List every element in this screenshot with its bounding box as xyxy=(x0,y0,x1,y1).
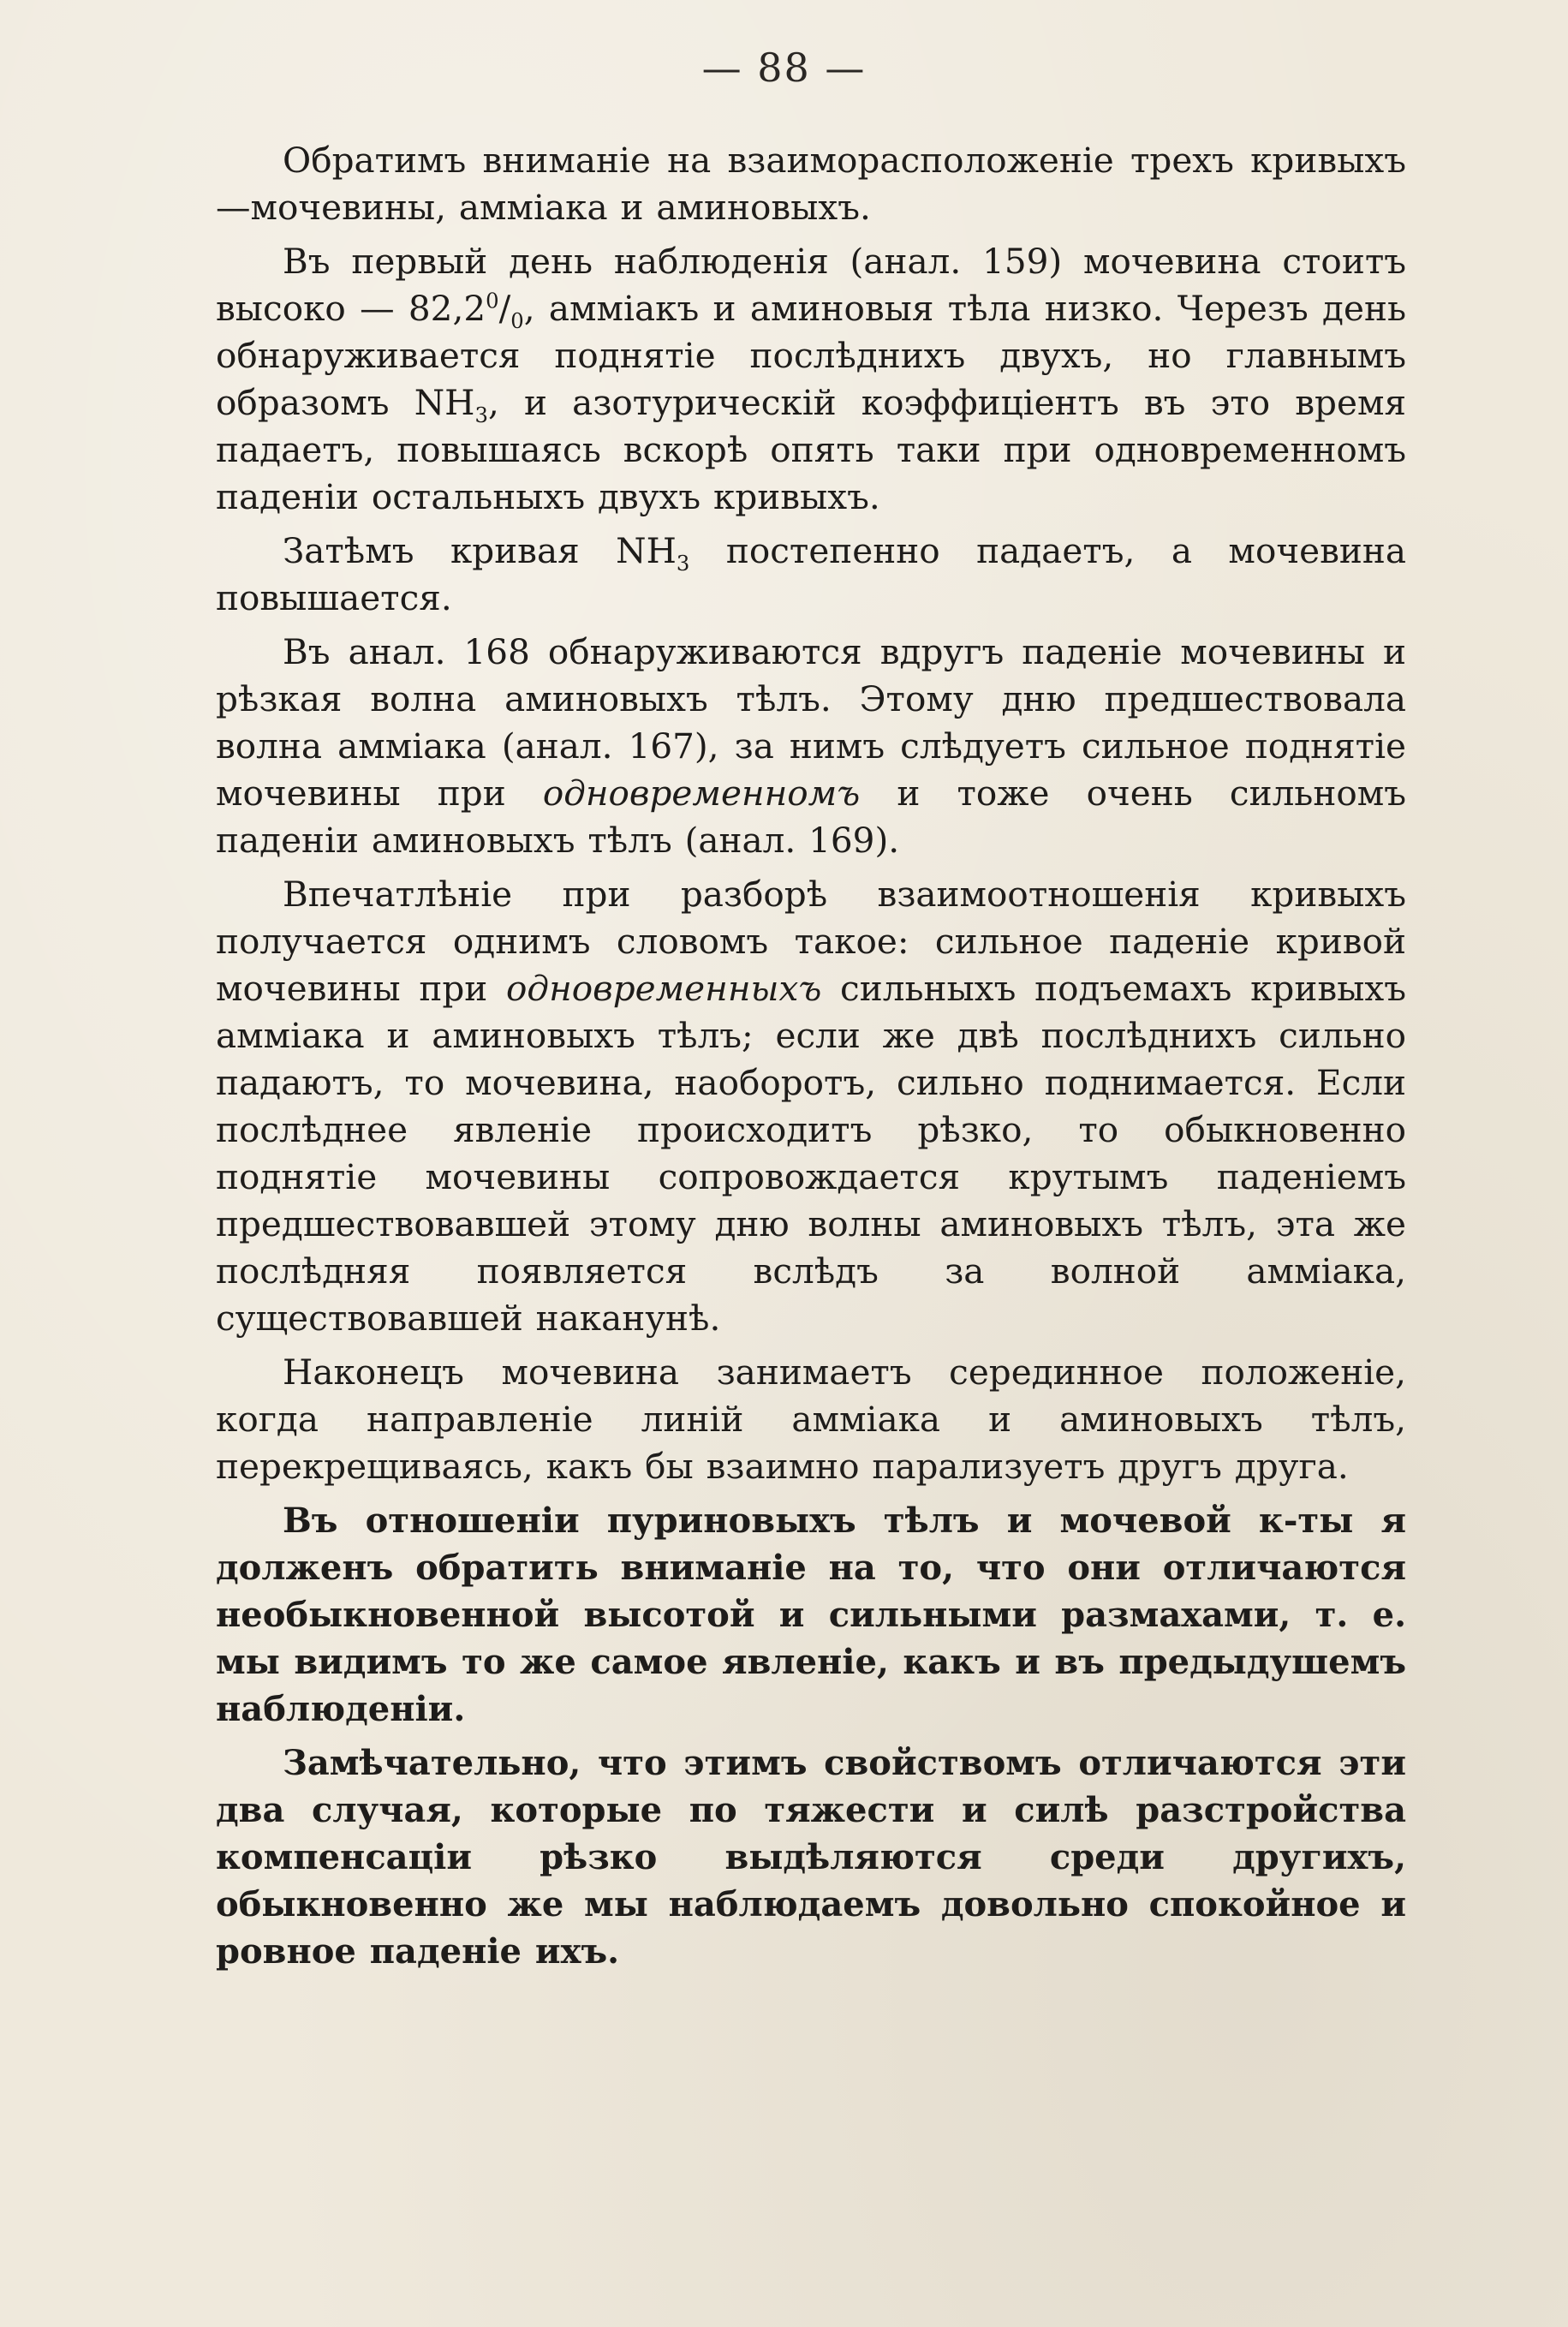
paragraph-1 xyxy=(216,137,1406,231)
paragraph-4-start: Въ анал. 168 обнаруживаются вдругъ паденіе мочевины и рѣзкая волна аминовыхъ тѣлъ. Этому дню предшествовала волна аммiака (анал. 167), за нимъ слѣдуетъ сильное поднятіе мочевины при xyxy=(216,631,1406,814)
paragraph-4-italic: одновременномъ xyxy=(542,773,861,814)
paragraph-7 xyxy=(216,1497,1406,1733)
page-number: — 88 — xyxy=(701,45,867,91)
paragraph-5-end: сильныхъ подъемахъ кривыхъ аммiака и аминовыхъ тѣлъ; если же двѣ послѣднихъ сильно падаютъ, то мочевина, наоборотъ, сильно поднимается. Если послѣднее явленіе происходитъ рѣзко, то обыкновенно поднятіе мочевины сопровождается крутымъ паденіемъ предшествовавшей этому дню волны аминовыхъ тѣлъ, эта же послѣдняя появляется вслѣдъ за волной аммiака, существовавшей наканунѣ. xyxy=(216,968,1406,1339)
paragraph-3 xyxy=(216,528,1406,622)
paragraph-4 xyxy=(216,629,1406,864)
nh3-subscript: 3 xyxy=(676,551,690,576)
body-text xyxy=(216,137,1406,1982)
permille-sub: 0 xyxy=(510,308,524,334)
paragraph-2-end: , и азотурическій коэффиціентъ въ это время падаетъ, повышаясь вскорѣ опять таки при одновременномъ паденіи остальныхъ двухъ кривыхъ. xyxy=(216,382,1406,517)
paragraph-4-end: и тоже очень сильномъ паденіи аминовыхъ тѣлъ (анал. 169). xyxy=(216,773,1406,861)
paragraph-2-middle: , аммiакъ и аминовыя тѣла низко. Черезъ день обнаруживается поднятіе послѣднихъ двухъ, но главнымъ образомъ NH xyxy=(216,288,1406,423)
paragraph-5-start: Впечатлѣніе при разборѣ взаимоотношенія кривыхъ получается однимъ словомъ такое: сильное паденіе кривой мочевины при xyxy=(216,874,1406,1009)
paragraph-3-end: постепенно падаетъ, а мочевина повышается. xyxy=(216,530,1406,618)
nh3-subscript: 3 xyxy=(474,403,488,428)
paragraph-6 xyxy=(216,1349,1406,1490)
paragraph-5-italic: одновременныхъ xyxy=(506,968,822,1009)
paragraph-2 xyxy=(216,238,1406,521)
paragraph-1-text: Обратимъ вниманіе на взаиморасположеніе трехъ кривыхъ—мочевины, аммiака и аминовыхъ. xyxy=(216,140,1406,228)
paragraph-6-text: Наконецъ мочевина занимаетъ серединное положеніе, когда направленіе линій аммiака и аминовыхъ тѣлъ, перекрещиваясь, какъ бы взаимно парализуетъ другъ друга. xyxy=(216,1351,1406,1487)
paragraph-8-text: Замѣчательно, что этимъ свойствомъ отличаются эти два случая, которые по тяжести и силѣ разстройства компенсаціи рѣзко выдѣляются среди другихъ, обыкновенно же мы наблюдаемъ довольно спокойное и ровное паденіе ихъ. xyxy=(216,1743,1406,1972)
permille-sup: 0 xyxy=(486,288,499,313)
paragraph-5 xyxy=(216,871,1406,1342)
permille-slash: / xyxy=(498,288,511,329)
paragraph-7-text: Въ отношеніи пуриновыхъ тѣлъ и мочевой к-ты я долженъ обратить вниманіе на то, что они отличаются необыкновенной высотой и сильными размахами, т. е. мы видимъ то же самое явленіе, какъ и въ предыдушемъ наблюденіи. xyxy=(216,1501,1406,1729)
paragraph-3-start: Затѣмъ кривая NH xyxy=(283,530,677,571)
paragraph-8 xyxy=(216,1739,1406,1975)
paragraph-2-start: Въ первый день наблюденія (анал. 159) мочевина стоитъ высоко — 82,2 xyxy=(216,241,1406,329)
